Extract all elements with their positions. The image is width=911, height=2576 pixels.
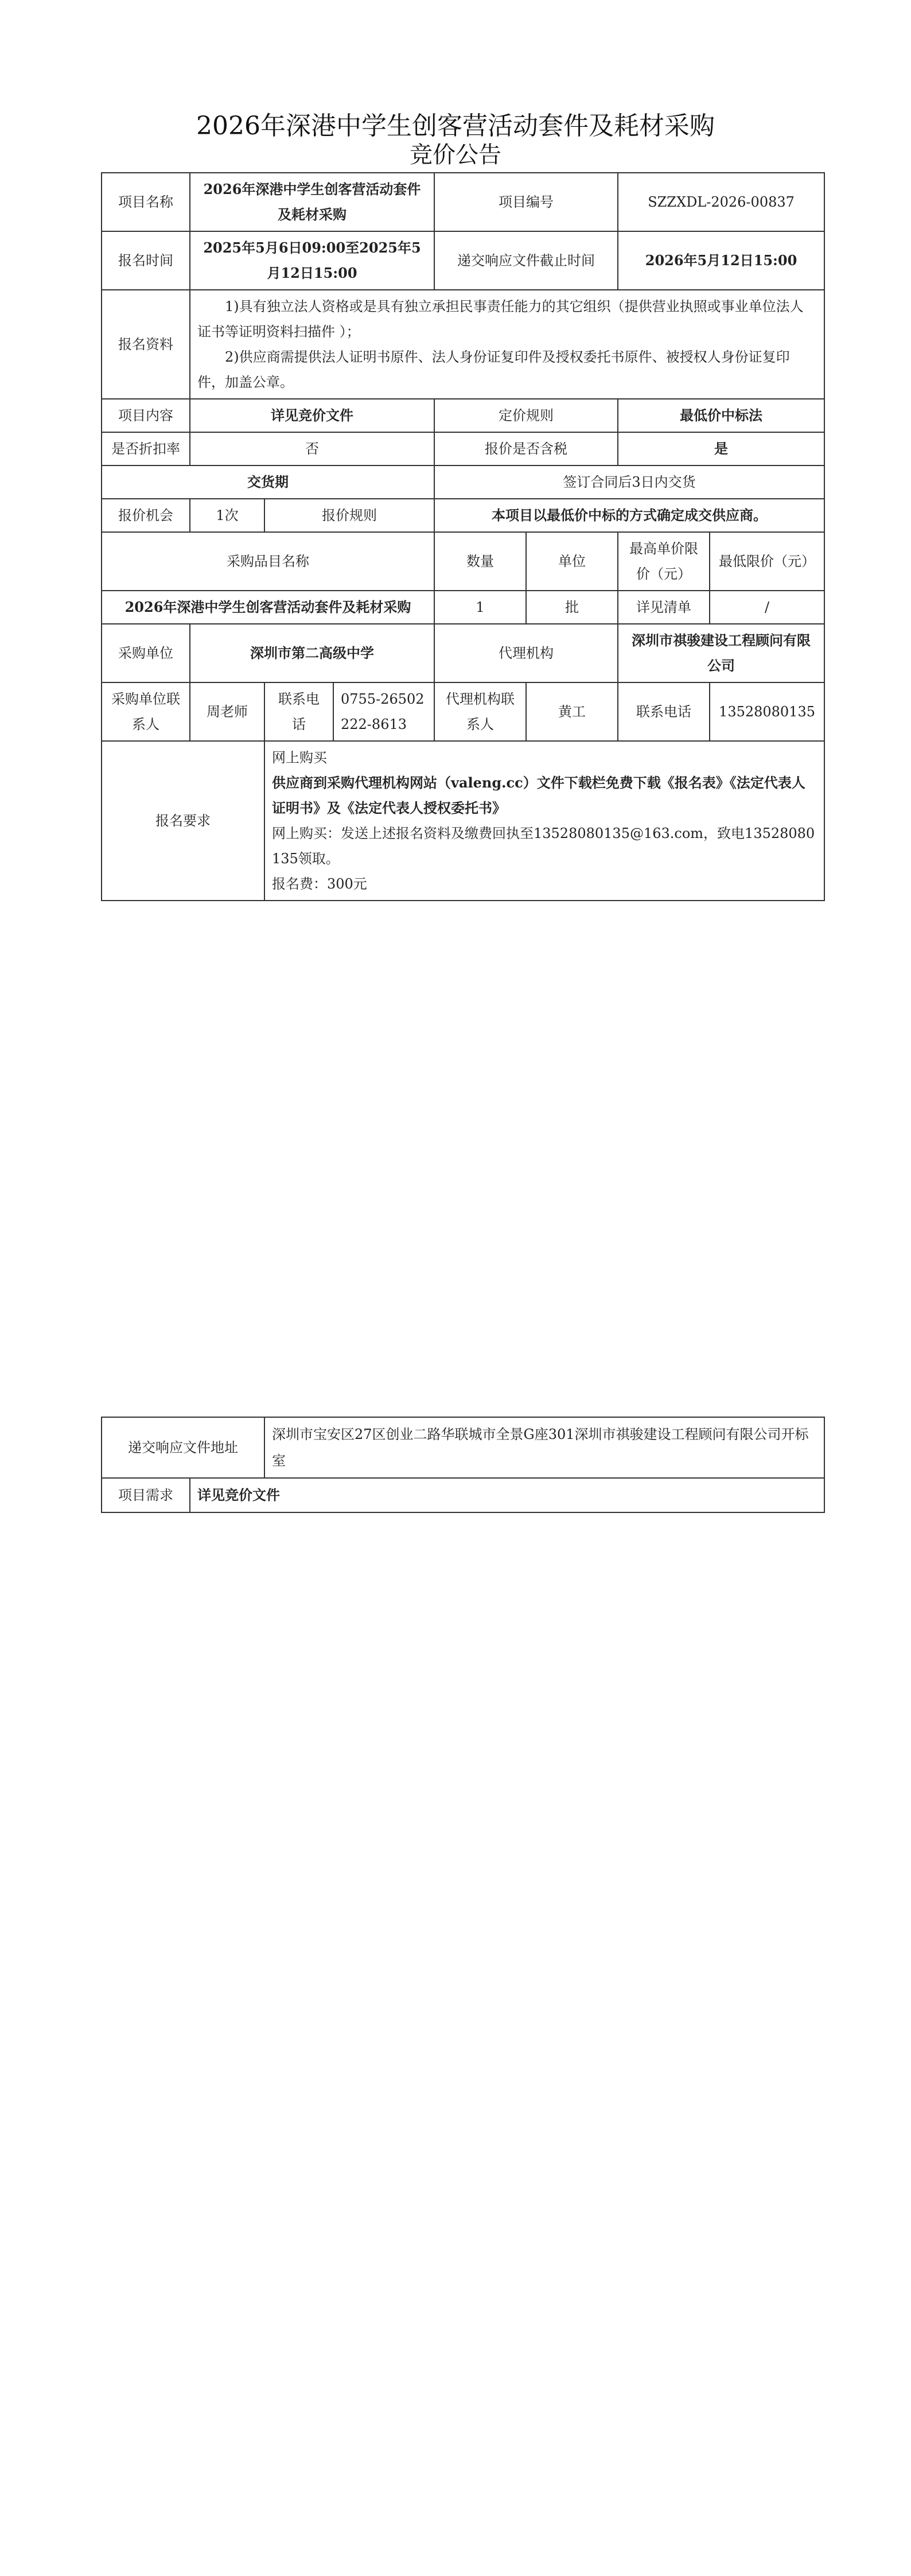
deadline-label: 递交响应文件截止时间 bbox=[434, 231, 618, 290]
content-label: 项目内容 bbox=[102, 399, 190, 432]
delivery-label: 交货期 bbox=[102, 465, 434, 499]
row-discount bbox=[102, 432, 824, 465]
buyer-phone-label: 联系电话 bbox=[264, 682, 333, 741]
row-item bbox=[102, 591, 824, 624]
row-content bbox=[102, 399, 824, 432]
quote-rule-label: 报价规则 bbox=[264, 499, 434, 532]
unit-value: 批 bbox=[526, 591, 618, 624]
quote-times-label: 报价机会 bbox=[102, 499, 190, 532]
deadline-value: 2026年5月12日15:00 bbox=[618, 231, 824, 290]
submission-table bbox=[101, 1417, 825, 1513]
row-qualification bbox=[102, 290, 824, 399]
agency-value: 深圳市祺骏建设工程顾问有限公司 bbox=[618, 624, 824, 682]
requirements-value bbox=[264, 741, 824, 901]
agency-contact-label: 代理机构联系人 bbox=[434, 682, 526, 741]
tax-value: 是 bbox=[618, 432, 824, 465]
signup-time-value: 2025年5月6日09:00至2025年5月12日15:00 bbox=[190, 231, 434, 290]
pricing-rule-label: 定价规则 bbox=[434, 399, 618, 432]
address-label: 递交响应文件地址 bbox=[102, 1417, 264, 1478]
requirement-item-1: 网上购买 bbox=[272, 750, 327, 766]
row-quote bbox=[102, 499, 824, 532]
delivery-value: 签订合同后3日内交货 bbox=[434, 465, 824, 499]
discount-value: 否 bbox=[190, 432, 434, 465]
requirement-item-4: 报名费：300元 bbox=[272, 876, 367, 892]
qualification-item-1: 1)具有独立法人资格或是具有独立承担民事责任能力的其它组织（提供营业执照或事业单位法人证书等证明资料扫描件 ）； bbox=[197, 298, 804, 340]
requirement-item-3: 网上购买：发送上述报名资料及缴费回执至13528080135@163.com，致电13528080135领取。 bbox=[272, 825, 815, 867]
row-delivery bbox=[102, 465, 824, 499]
content-value: 详见竞价文件 bbox=[190, 399, 434, 432]
item-name-header: 采购品目名称 bbox=[102, 532, 434, 591]
buyer-label: 采购单位 bbox=[102, 624, 190, 682]
requirements-label: 报名要求 bbox=[102, 741, 264, 901]
buyer-phone-value: 0755-26502222-8613 bbox=[333, 682, 434, 741]
buyer-contact-label: 采购单位联系人 bbox=[102, 682, 190, 741]
agency-contact-value: 黄工 bbox=[526, 682, 618, 741]
discount-label: 是否折扣率 bbox=[102, 432, 190, 465]
row-contacts bbox=[102, 682, 824, 741]
item-name-value: 2026年深港中学生创客营活动套件及耗材采购 bbox=[102, 591, 434, 624]
requirement-item-2: 供应商到采购代理机构网站（valeng.cc）文件下载栏免费下载《报名表》《法定代表人证明书》及《法定代表人授权委托书》 bbox=[272, 774, 805, 816]
row-project-name bbox=[102, 173, 824, 231]
qualification-value bbox=[190, 290, 824, 399]
quote-times-value: 1次 bbox=[190, 499, 264, 532]
row-item-header bbox=[102, 532, 824, 591]
max-price-header: 最高单价限价（元） bbox=[618, 532, 710, 591]
document-subtitle: 竞价公告 bbox=[410, 142, 501, 168]
row-signup-time bbox=[102, 231, 824, 290]
agency-label: 代理机构 bbox=[434, 624, 618, 682]
project-no-label: 项目编号 bbox=[434, 173, 618, 231]
needs-value: 详见竞价文件 bbox=[190, 1478, 824, 1512]
row-needs bbox=[102, 1478, 824, 1512]
qualification-label: 报名资料 bbox=[102, 290, 190, 399]
qty-value: 1 bbox=[434, 591, 526, 624]
unit-header: 单位 bbox=[526, 532, 618, 591]
announcement-table bbox=[101, 172, 825, 901]
min-price-value: / bbox=[710, 591, 824, 624]
pricing-rule-value: 最低价中标法 bbox=[618, 399, 824, 432]
buyer-value: 深圳市第二高级中学 bbox=[190, 624, 434, 682]
row-buyer bbox=[102, 624, 824, 682]
agency-phone-value: 13528080135 bbox=[710, 682, 824, 741]
agency-phone-label: 联系电话 bbox=[618, 682, 710, 741]
row-requirements bbox=[102, 741, 824, 901]
tax-label: 报价是否含税 bbox=[434, 432, 618, 465]
project-name-value: 2026年深港中学生创客营活动套件及耗材采购 bbox=[190, 173, 434, 231]
project-no-value: SZZXDL-2026-00837 bbox=[618, 173, 824, 231]
qty-header: 数量 bbox=[434, 532, 526, 591]
signup-time-label: 报名时间 bbox=[102, 231, 190, 290]
document-title: 2026年深港中学生创客营活动套件及耗材采购 bbox=[196, 111, 715, 141]
qualification-item-2: 2)供应商需提供法人证明书原件、法人身份证复印件及授权委托书原件、被授权人身份证复印件，加盖公章。 bbox=[197, 349, 790, 390]
quote-rule-value: 本项目以最低价中标的方式确定成交供应商。 bbox=[434, 499, 824, 532]
project-name-label: 项目名称 bbox=[102, 173, 190, 231]
needs-label: 项目需求 bbox=[102, 1478, 190, 1512]
row-address bbox=[102, 1417, 824, 1478]
max-price-value: 详见清单 bbox=[618, 591, 710, 624]
buyer-contact-value: 周老师 bbox=[190, 682, 264, 741]
min-price-header: 最低限价（元） bbox=[710, 532, 824, 591]
address-value: 深圳市宝安区27区创业二路华联城市全景G座301深圳市祺骏建设工程顾问有限公司开标室 bbox=[264, 1417, 824, 1478]
